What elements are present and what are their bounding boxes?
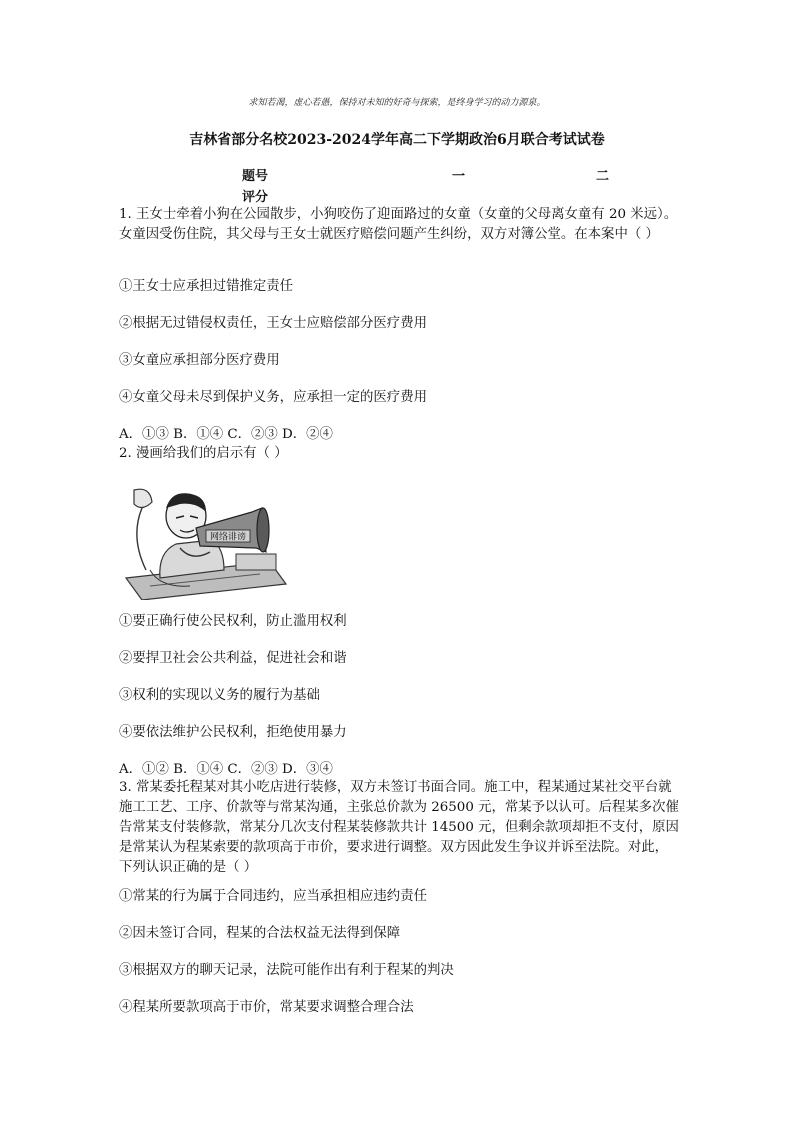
question-2-option-1: ①要正确行使公民权利，防止滥用权利	[119, 614, 347, 629]
question-1-stem: 1. 王女士牵着小狗在公园散步，小狗咬伤了迎面路过的女童（女童的父母离女童有 20 米远）。女童因受伤住院，其父母与王女士就医疗赔偿问题产生纠纷，双方对簿公堂。在本案中（ ）	[119, 207, 678, 242]
score-row-label: 题号	[242, 169, 269, 184]
question-3-option-1: ①常某的行为属于合同违约，应当承担相应违约责任	[119, 889, 427, 904]
question-2-option-3: ③权利的实现以义务的履行为基础	[119, 688, 320, 703]
score-col-1: 一	[452, 169, 466, 184]
question-1-option-4: ④女童父母未尽到保护义务，应承担一定的医疗费用	[119, 390, 427, 405]
score-label: 评分	[242, 190, 269, 205]
question-1-option-2: ②根据无过错侵权责任，王女士应赔偿部分医疗费用	[119, 316, 427, 331]
question-2-option-4: ④要依法维护公民权利，拒绝使用暴力	[119, 725, 347, 740]
cartoon-caption: 网络诽谤	[209, 532, 247, 543]
question-3-stem: 3. 常某委托程某对其小吃店进行装修，双方未签订书面合同。施工中，程某通过某社交平台就施工工艺、工序、价款等与常某沟通，主张总价款为 26500 元，常某予以认可。后程某多次催告常某支付装修款，常某分几次支付程某装修款共计 14500 元，但剩余款项却拒不支付，原因是常某认为程某索要的款项高于市价，要求进行调整。双方因此发生争议并诉至法院。对此，下列认识正确的是（ ）	[119, 780, 679, 875]
score-col-2: 二	[596, 169, 610, 184]
question-3-option-3: ③根据双方的聊天记录，法院可能作出有利于程某的判决	[119, 963, 454, 978]
header-motto: 求知若渴，虚心若愚，保持对未知的好奇与探索，是终身学习的动力源泉。	[248, 98, 546, 108]
question-2-option-2: ②要捍卫社会公共利益，促进社会和谐	[119, 651, 347, 666]
question-1-option-1: ①王女士应承担过错推定责任	[119, 279, 294, 294]
question-1-choices: A．①③ B．①④ C．②③ D．②④	[119, 427, 333, 442]
cartoon-illustration	[120, 482, 290, 600]
question-1-option-3: ③女童应承担部分医疗费用	[119, 353, 280, 368]
question-2-choices: A．①② B．①④ C．②③ D．③④	[119, 762, 333, 777]
question-3-option-4: ④程某所要款项高于市价，常某要求调整合理合法	[119, 1000, 414, 1015]
exam-title: 吉林省部分名校2023-2024学年高二下学期政治6月联合考试试卷	[189, 132, 605, 148]
question-2-stem: 2. 漫画给我们的启示有（ ）	[119, 446, 288, 461]
question-3-option-2: ②因未签订合同，程某的合法权益无法得到保障	[119, 926, 401, 941]
